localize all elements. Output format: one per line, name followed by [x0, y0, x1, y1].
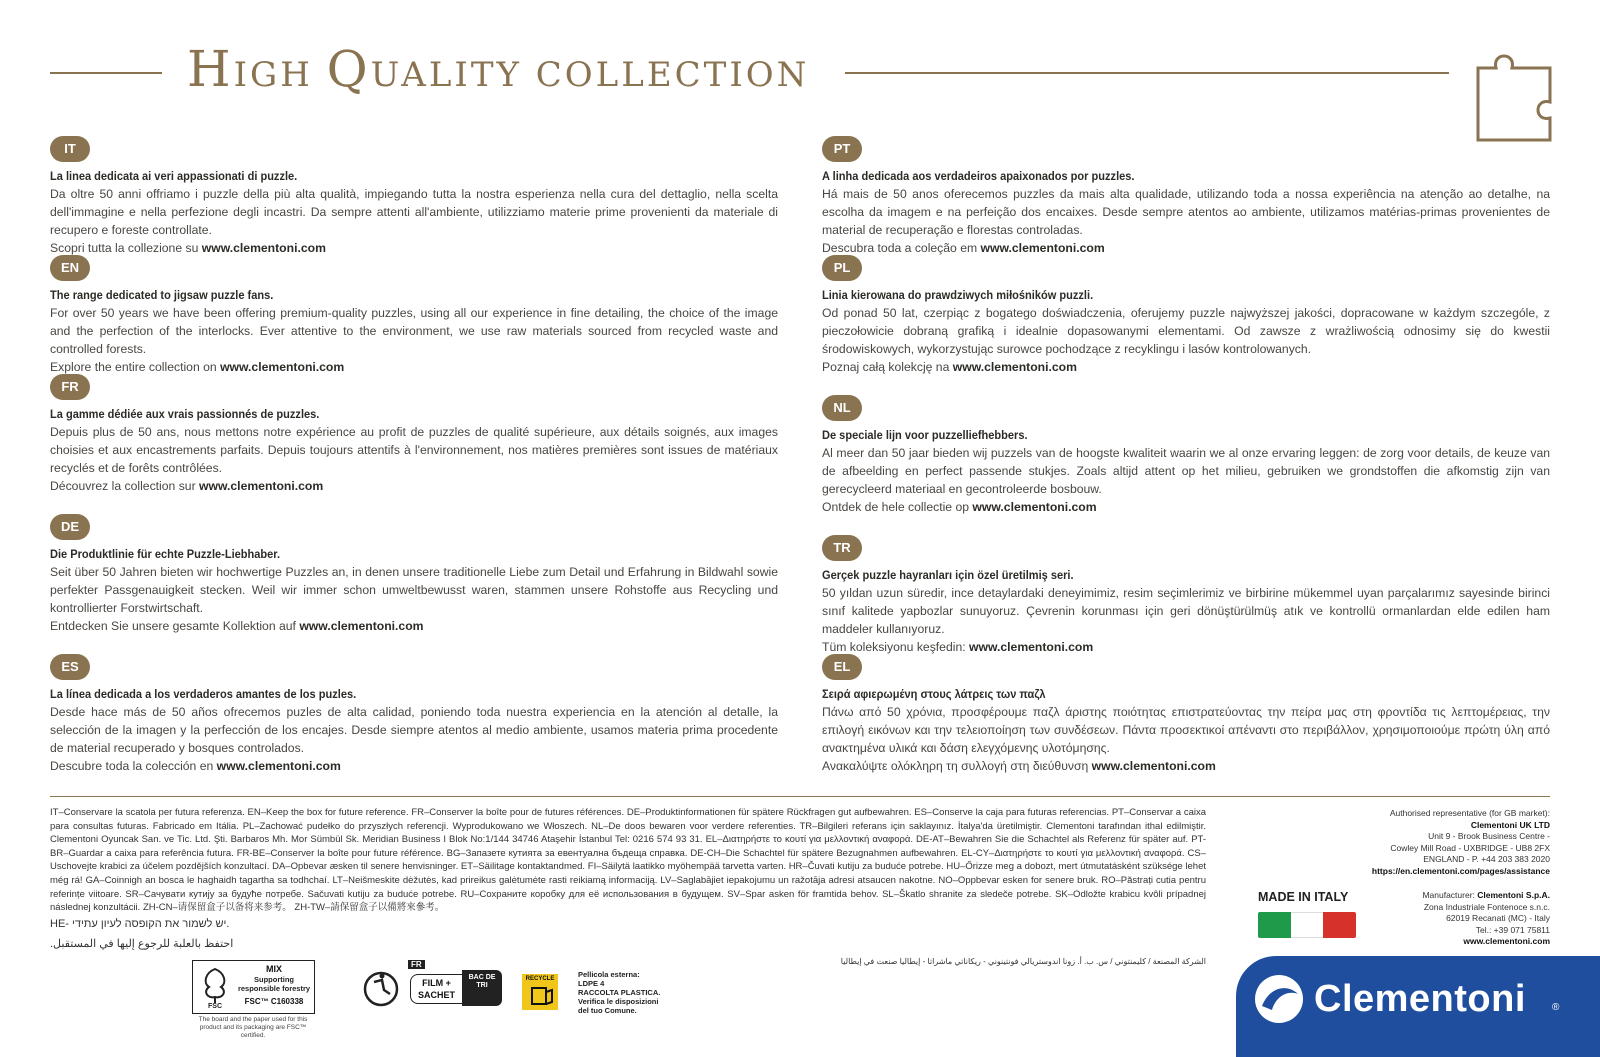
lang-body: 50 yıldan uzun süredir, ince detaylardaki deneyimimiz, resim seçimlerimiz ve birbirine mükemmel uyan parçalarımız sayesinde birinci sınıf kalitede yapbozlar sunuyoruz. Çevrenin korunması için geri dönüştürülmüş atık ve kontrollü ormanlardan elde edilen ham maddeler kullanıyoruz. [822, 586, 1550, 636]
lang-title: De speciale lijn voor puzzelliefhebbers. [822, 428, 1028, 442]
header-rule-right [845, 72, 1449, 74]
lang-section-pt [822, 136, 1550, 255]
lang-section-pl [822, 255, 1550, 395]
lang-link-line: Descubre toda la colección en www.clementoni.com [50, 759, 341, 773]
lang-badge: FR [50, 374, 90, 400]
clementoni-link[interactable]: www.clementoni.com [972, 500, 1097, 514]
lang-section-es [50, 654, 778, 794]
lang-section-el [822, 654, 1550, 794]
header-rule-left [50, 72, 162, 74]
lang-link-line: Descubra toda a coleção em www.clementoni.com [822, 241, 1105, 255]
lang-link-line: Ontdek de hele collectie op www.clementoni.com [822, 500, 1097, 514]
lang-title: La línea dedicada a los verdaderos amantes de los puzles. [50, 687, 357, 701]
fsc-note: The board and the paper used for this product and its packaging are FSC™ certified. [198, 1016, 308, 1039]
fsc-tree-icon [197, 965, 233, 1009]
lang-title: La gamme dédiée aux vrais passionnés de puzzles. [50, 407, 320, 421]
lang-body: Seit über 50 Jahren bieten wir hochwertige Puzzles an, in denen unsere traditionelle Liebe zum Detail und Erfahrung in Bildwahl sowie perfekter Passgenauigkeit stecken. Weil wir immer schon umweltbewusst waren, stammen unsere Rohstoffe aus Recycling und kontrollierter Forstwirtschaft. [50, 565, 778, 615]
lang-body: For over 50 years we have been offering premium-quality puzzles, using all our experience in fine detailing, the choice of the image and the perfection of the interlocks. Ever attentive to the environment, we use raw materials sourced from recycled waste and controlled forests. [50, 306, 778, 356]
lang-body: Depuis plus de 50 ans, nous mettons notre expérience au profit de puzzles de qualité supérieure, aux détails soignés, aux images choisies et aux encastrements parfaits. Depuis toujours attentifs à l'environnement, nos matières premières sont issues de matériaux recyclés et de forêts contrôlées. [50, 425, 778, 475]
footer-divider [50, 796, 1550, 797]
multilingual-notice [50, 806, 1206, 969]
arabic-manufacturer: الشركة المصنعة / كليمنتوني / س. ب. أ. زونا اندوستريالي فونتينوني - ريكاناتي ماشراتا - إيطاليا صنعت في إيطاليا [840, 956, 1206, 966]
clementoni-link[interactable]: www.clementoni.com [952, 360, 1077, 374]
svg-text:FSC: FSC [208, 1003, 222, 1009]
multilingual-text: IT–Conservare la scatola per futura referenza. EN–Keep the box for future reference. FR–Conserver la boîte pour de futures références. DE–Produktinformationen für spätere Rückfragen gut aufbewahren. ES–Conserve la caja para futuras referencias. PT–Conservar a caixa para consultas futuras. Fabricado em Itália. PL–Zachować pudełko do przyszłych referencji. Wyprodukowano we Włoszech. NL–De doos bewaren voor verdere referenties. TR–Bilgileri referans için saklayınız. İtalya'da üretilmiştir. Clementoni tarafından ithal edilmiştir. Clementoni Oyuncak San. ve Tic. Ltd. Şti. Barbaros Mh. Mor Sümbül Sk. Meridian Business I Blok No:1/144 34746 Ataşehir İstanbul Tel: 0216 574 93 31. EL–Διατηρήστε το κουτί για μελλοντική αναφορά. DE-AT–Bewahren Sie die Schachtel als Referenz für später auf. PT-BR–Guardar a caixa para referência futura. FR-BE–Conserver la boîte pour future référence. BG–Запазете кутията за евентуална бъдеща справка. DE-CH–Die Schachtel für spätere Bezugnahmen aufbewahren. EL-CY–Διατηρήστε το κουτί για μελλοντική αναφορά. CS–Uschovejte krabici za účelem pozdějších konzultací. DA–Opbevar æsken til senere henvisninger. ET–Säilitage kontaktandmed. FI–Säilytä laatikko myöhempää tarvetta varten. HR–Čuvati kutiju za buduće potrebe. HU–Őrizze meg a dobozt, mert útmutatásként szüksége lehet még rá! GA–Coinnigh an bosca le haghaidh tagartha sa todhchaí. LT–Neišmeskite dėžutės, kad prireikus galėtumėte rasti reikiamą informaciją. LV–Saglabājiet iepakojumu un ražotāja adresi atsaucen nakotne. NO–Oppbevar esken for senere bruk. RO–Păstrați cutia pentru referințe viitoare. SR–Сачувати кутију за будуће потребе. Sačuvati kutiju za buduće potrebe. RU–Сохраните коробку для её использования в будущем. SV–Spar asken för framtida behov. SL–Škatlo shranite za sledeče potrebe. SK–Odložte krabicu kvôli prípadnej následnej konzultácii. ZH-CN–请保留盒子以备将来参考。 ZH-TW–請保留盒子以備將來參考。 [50, 807, 1206, 914]
lang-body: Od ponad 50 lat, czerpiąc z bogatego doświadczenia, oferujemy puzzle najwyższej jakości, dopracowane w każdym szczególe, z pieczołowicie dobraną grafiką i idealnie dopasowanymi elementami. Od zawsze z wrażliwością odnosimy się do kwestii środowiskowych, wykorzystując surowce pochodzące z recyklingu i lasów kontrolowanych. [822, 306, 1550, 356]
recycle-plastic-icon: RECYCLE [522, 974, 558, 1010]
lang-badge: EL [822, 654, 862, 680]
website-link[interactable]: www.clementoni.com [1463, 936, 1550, 947]
clementoni-link[interactable]: www.clementoni.com [220, 360, 345, 374]
assistance-link[interactable]: https://en.clementoni.com/pages/assistance [1371, 865, 1550, 876]
lang-section-tr [822, 535, 1550, 654]
lang-link-line: Ανακαλύψτε ολόκληρη τη συλλογή στη διεύθυνση www.clementoni.com [822, 759, 1216, 773]
registered-mark: ® [1552, 1002, 1560, 1013]
lang-badge: PL [822, 255, 862, 281]
lang-badge: TR [822, 535, 862, 561]
clementoni-link[interactable]: www.clementoni.com [1091, 759, 1216, 773]
made-in-italy: MADE IN ITALY [1258, 890, 1349, 904]
lang-section-it [50, 136, 778, 255]
lang-section-fr [50, 374, 778, 514]
clementoni-link[interactable]: www.clementoni.com [969, 640, 1094, 654]
manufacturer-info: Manufacturer: Clementoni S.p.A. Zona Industriale Fontenoce s.n.c. 62019 Recanati (MC) - Italy Tel.: +39 071 75811 www.clementoni.com [1422, 890, 1550, 947]
lang-badge: ES [50, 654, 90, 680]
lang-title: Die Produktlinie für echte Puzzle-Liebhaber. [50, 547, 281, 561]
pellicola-info: Pellicola esterna: LDPE 4 RACCOLTA PLASTICA. Verifica le disposizioni del tuo Comune. [578, 970, 661, 1015]
film-sachet-sorting-label: FR FILM + SACHET BAC DE TRI [408, 960, 502, 1010]
lang-title: A linha dedicada aos verdadeiros apaixonados por puzzles. [822, 169, 1135, 183]
lang-section-en [50, 255, 778, 374]
lang-badge: IT [50, 136, 90, 162]
clementoni-link[interactable]: www.clementoni.com [216, 759, 341, 773]
lang-badge: PT [822, 136, 862, 162]
lang-link-line: Explore the entire collection on www.clementoni.com [50, 360, 345, 374]
lang-link-line: Entdecken Sie unsere gesamte Kollektion auf www.clementoni.com [50, 619, 424, 633]
lang-badge: DE [50, 514, 90, 540]
arabic-notice: احتفظ بالعلبة للرجوع إليها في المستقبل. [50, 937, 234, 950]
lang-title: Linia kierowana do prawdziwych miłośników puzzli. [822, 288, 1094, 302]
lang-title: Σειρά αφιερωμένη στους λάτρεις των παζλ [822, 687, 1046, 701]
lang-body: Πάνω από 50 χρόνια, προσφέρουμε παζλ άριστης ποιότητας επιστρατεύοντας την πείρα μας στη φροντίδα τις λεπτομέρειας, την επιλογή εικόνων και την τελειοποίηση των συνδέσεων. Πάντα προσεκτικοί απέναντι στο περιβάλλον, χρησιμοποιούμε πρώτη ύλη από ανακτημένα υλικά και δάση ελεγχόμενης υλοτόμησης. [822, 705, 1550, 755]
lang-link-line: Tüm koleksiyonu keşfedin: www.clementoni.com [822, 640, 1094, 654]
fsc-logo: FSC MIX Supporting responsible forestry FSC™ C160338 [192, 960, 315, 1014]
lang-link-line: Découvrez la collection sur www.clementoni.com [50, 479, 324, 493]
tidyman-recycle-icon [362, 968, 400, 1010]
italy-flag-icon [1258, 912, 1356, 938]
lang-title: La linea dedicata ai veri appassionati di puzzle. [50, 169, 298, 183]
clementoni-link[interactable]: www.clementoni.com [199, 479, 324, 493]
hebrew-notice: HE- יש לשמור את הקופסה לעיון עתידי. [50, 917, 230, 930]
puzzle-piece-icon [1474, 48, 1554, 144]
lang-section-de [50, 514, 778, 654]
lang-badge: EN [50, 255, 90, 281]
clementoni-swirl-icon [1250, 970, 1308, 1028]
lang-body: Da oltre 50 anni offriamo i puzzle della più alta qualità, impiegando tutta la nostra esperienza nella cura del dettaglio, nella scelta dell'immagine e nella perfezione degli incastri. Da sempre attenti all'ambiente, utilizziamo materie prime provenienti da materiale di recupero e foreste controllate. [50, 187, 778, 237]
clementoni-link[interactable]: www.clementoni.com [980, 241, 1105, 255]
clementoni-link[interactable]: www.clementoni.com [201, 241, 326, 255]
lang-body: Desde hace más de 50 años ofrecemos puzles de alta calidad, poniendo toda nuestra experiencia en la atención al detalle, la selección de la imagen y la perfección de los encajes. Desde siempre atentos al medio ambiente, usamos materia prima procedente de material recuperado y bosques controlados. [50, 705, 778, 755]
clementoni-link[interactable]: www.clementoni.com [299, 619, 424, 633]
collection-title: HIGH QUALITY COLLECTION [187, 40, 810, 98]
lang-section-nl [822, 395, 1550, 535]
brand-name: Clementoni [1314, 978, 1526, 1020]
authorised-representative: Authorised representative (for GB market): Clementoni UK LTD Unit 9 - Brook Business Centre - Cowley Mill Road - UXBRIDGE - UB8 2FX ENGLAND - P. +44 203 383 2020 https://en.clementoni.com/pages/assistance [1371, 808, 1550, 876]
lang-title: The range dedicated to jigsaw puzzle fans. [50, 288, 274, 302]
lang-link-line: Poznaj całą kolekcję na www.clementoni.com [822, 360, 1077, 374]
lang-body: Há mais de 50 anos oferecemos puzzles da mais alta qualidade, utilizando toda a nossa experiência na atenção ao detalhe, na escolha da imagem e na perfeição dos encaixes. Desde sempre atentos ao ambiente, utilizamos matérias-primas provenientes de material de recuperação e florestas controladas. [822, 187, 1550, 237]
languages-right-column [822, 136, 1550, 794]
languages-left-column [50, 136, 778, 794]
lang-link-line: Scopri tutta la collezione su www.clementoni.com [50, 241, 326, 255]
lang-badge: NL [822, 395, 862, 421]
lang-title: Gerçek puzzle hayranları için özel üretilmiş seri. [822, 568, 1074, 582]
lang-body: Al meer dan 50 jaar bieden wij puzzels van de hoogste kwaliteit waarin we al onze ervaring leggen: de zorg voor details, de keuze van de afbeelding en perfect passende stukjes. Zoals altijd attent op het milieu, gebruiken we grondstoffen die afkomstig zijn van gerecycleerd materiaal en gecontroleerde bosbouw. [822, 446, 1550, 496]
